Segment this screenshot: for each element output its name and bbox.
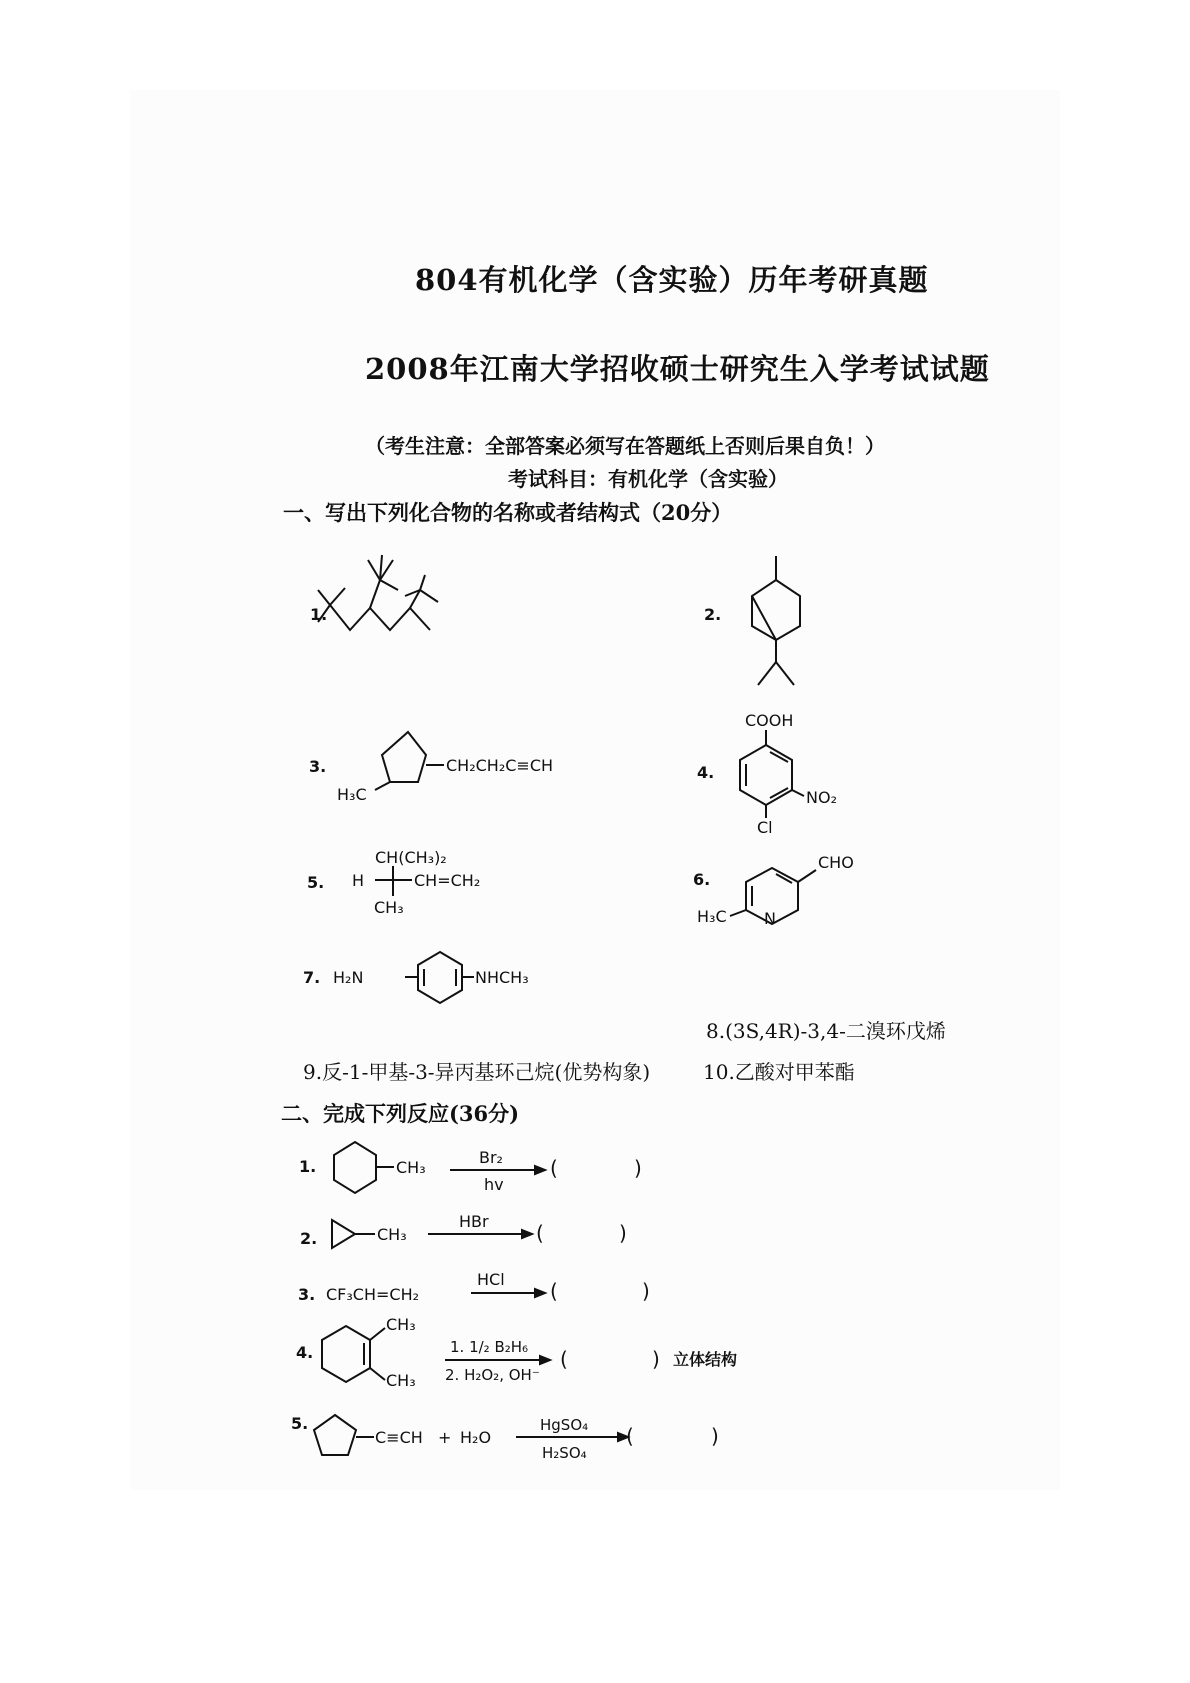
q7-nhch3-label: NHCH₃ (475, 968, 529, 987)
r3-reactant-label: CF₃CH=CH₂ (326, 1285, 420, 1304)
page-title: 804有机化学（含实验）历年考研真题 (415, 263, 929, 297)
q3-number: 3. (309, 757, 327, 776)
q7-structure (405, 952, 474, 1003)
r5-number: 5. (291, 1414, 309, 1433)
exam-title: 2008年江南大学招收硕士研究生入学考试试题 (365, 352, 990, 386)
section-1-heading: 一、写出下列化合物的名称或者结构式（20分） (283, 500, 733, 525)
r4-reagent-below: 2. H₂O₂, OH⁻ (445, 1366, 540, 1384)
q5-structure (375, 866, 412, 896)
q7-number: 7. (303, 968, 321, 987)
r2-bracket-open: ( (536, 1221, 544, 1245)
q4-cl-label: Cl (757, 818, 773, 837)
q4-number: 4. (697, 763, 715, 782)
r1-bracket-open: ( (550, 1156, 558, 1180)
q6-ch3-label: H₃C (697, 907, 727, 926)
r3-arrow (471, 1289, 545, 1297)
r3-number: 3. (298, 1285, 316, 1304)
r5-bracket-close: ) (711, 1424, 719, 1448)
r4-methyl-top-label: CH₃ (386, 1315, 416, 1334)
r4-reagent-above: 1. 1/₂ B₂H₆ (450, 1338, 529, 1356)
r5-bracket-open: ( (626, 1424, 634, 1448)
r5-reagent-below: H₂SO₄ (542, 1444, 587, 1462)
r1-reagent-above: Br₂ (479, 1148, 503, 1167)
r2-bracket-close: ) (619, 1221, 627, 1245)
r5-plus: + (438, 1428, 452, 1447)
q5-bottom-label: CH₃ (374, 898, 404, 917)
r4-stereo-note: 立体结构 (673, 1350, 738, 1369)
r4-bracket-open: ( (560, 1347, 568, 1371)
q4-no2-label: NO₂ (806, 788, 837, 807)
r3-reagent-above: HCl (477, 1270, 505, 1289)
r1-number: 1. (299, 1157, 317, 1176)
r2-structure (332, 1220, 532, 1248)
r2-methyl-label: CH₃ (377, 1225, 407, 1244)
r4-number: 4. (296, 1343, 314, 1362)
q5-top-label: CH(CH₃)₂ (375, 848, 447, 867)
question-8: 8.(3S,4R)-3,4-二溴环戊烯 (706, 1019, 946, 1043)
q1-number: 1. (310, 605, 328, 624)
q6-cho-label: CHO (818, 853, 854, 872)
q5-number: 5. (307, 873, 325, 892)
q4-structure (740, 730, 804, 818)
q6-number: 6. (693, 870, 711, 889)
r2-reagent-above: HBr (459, 1212, 489, 1231)
r5-water-label: H₂O (460, 1428, 492, 1447)
r5-reagent-above: HgSO₄ (540, 1416, 589, 1434)
q6-n-label: N (764, 909, 776, 928)
q4-cooh-label: COOH (745, 711, 794, 730)
q2-structure (752, 556, 800, 685)
q5-left-label: H (352, 871, 365, 890)
exam-notice: （考生注意：全部答案必须写在答题纸上否则后果自负！） (365, 434, 885, 458)
r4-bracket-close: ) (652, 1347, 660, 1371)
q5-right-label: CH=CH₂ (414, 871, 481, 890)
exam-subject: 考试科目：有机化学（含实验） (508, 467, 788, 491)
r3-bracket-close: ) (642, 1279, 650, 1303)
r5-alkyne-label: C≡CH (375, 1428, 423, 1447)
q3-chain-label: CH₂CH₂C≡CH (446, 756, 554, 775)
q7-amine-label: H₂N (333, 968, 364, 987)
r1-structure (334, 1142, 545, 1193)
r2-number: 2. (300, 1229, 318, 1248)
question-9: 9.反-1-甲基-3-异丙基环己烷(优势构象) (303, 1060, 651, 1084)
section-2-heading: 二、完成下列反应(36分) (281, 1101, 520, 1126)
r1-methyl-label: CH₃ (396, 1158, 426, 1177)
q2-number: 2. (704, 605, 722, 624)
r4-methyl-bottom-label: CH₃ (386, 1371, 416, 1390)
q3-structure (375, 732, 444, 790)
r1-bracket-close: ) (634, 1156, 642, 1180)
q3-methyl-label: H₃C (337, 785, 367, 804)
q1-structure (318, 555, 438, 630)
question-10: 10.乙酸对甲苯酯 (703, 1060, 855, 1084)
r3-bracket-open: ( (550, 1279, 558, 1303)
r1-reagent-below: hv (484, 1175, 504, 1194)
